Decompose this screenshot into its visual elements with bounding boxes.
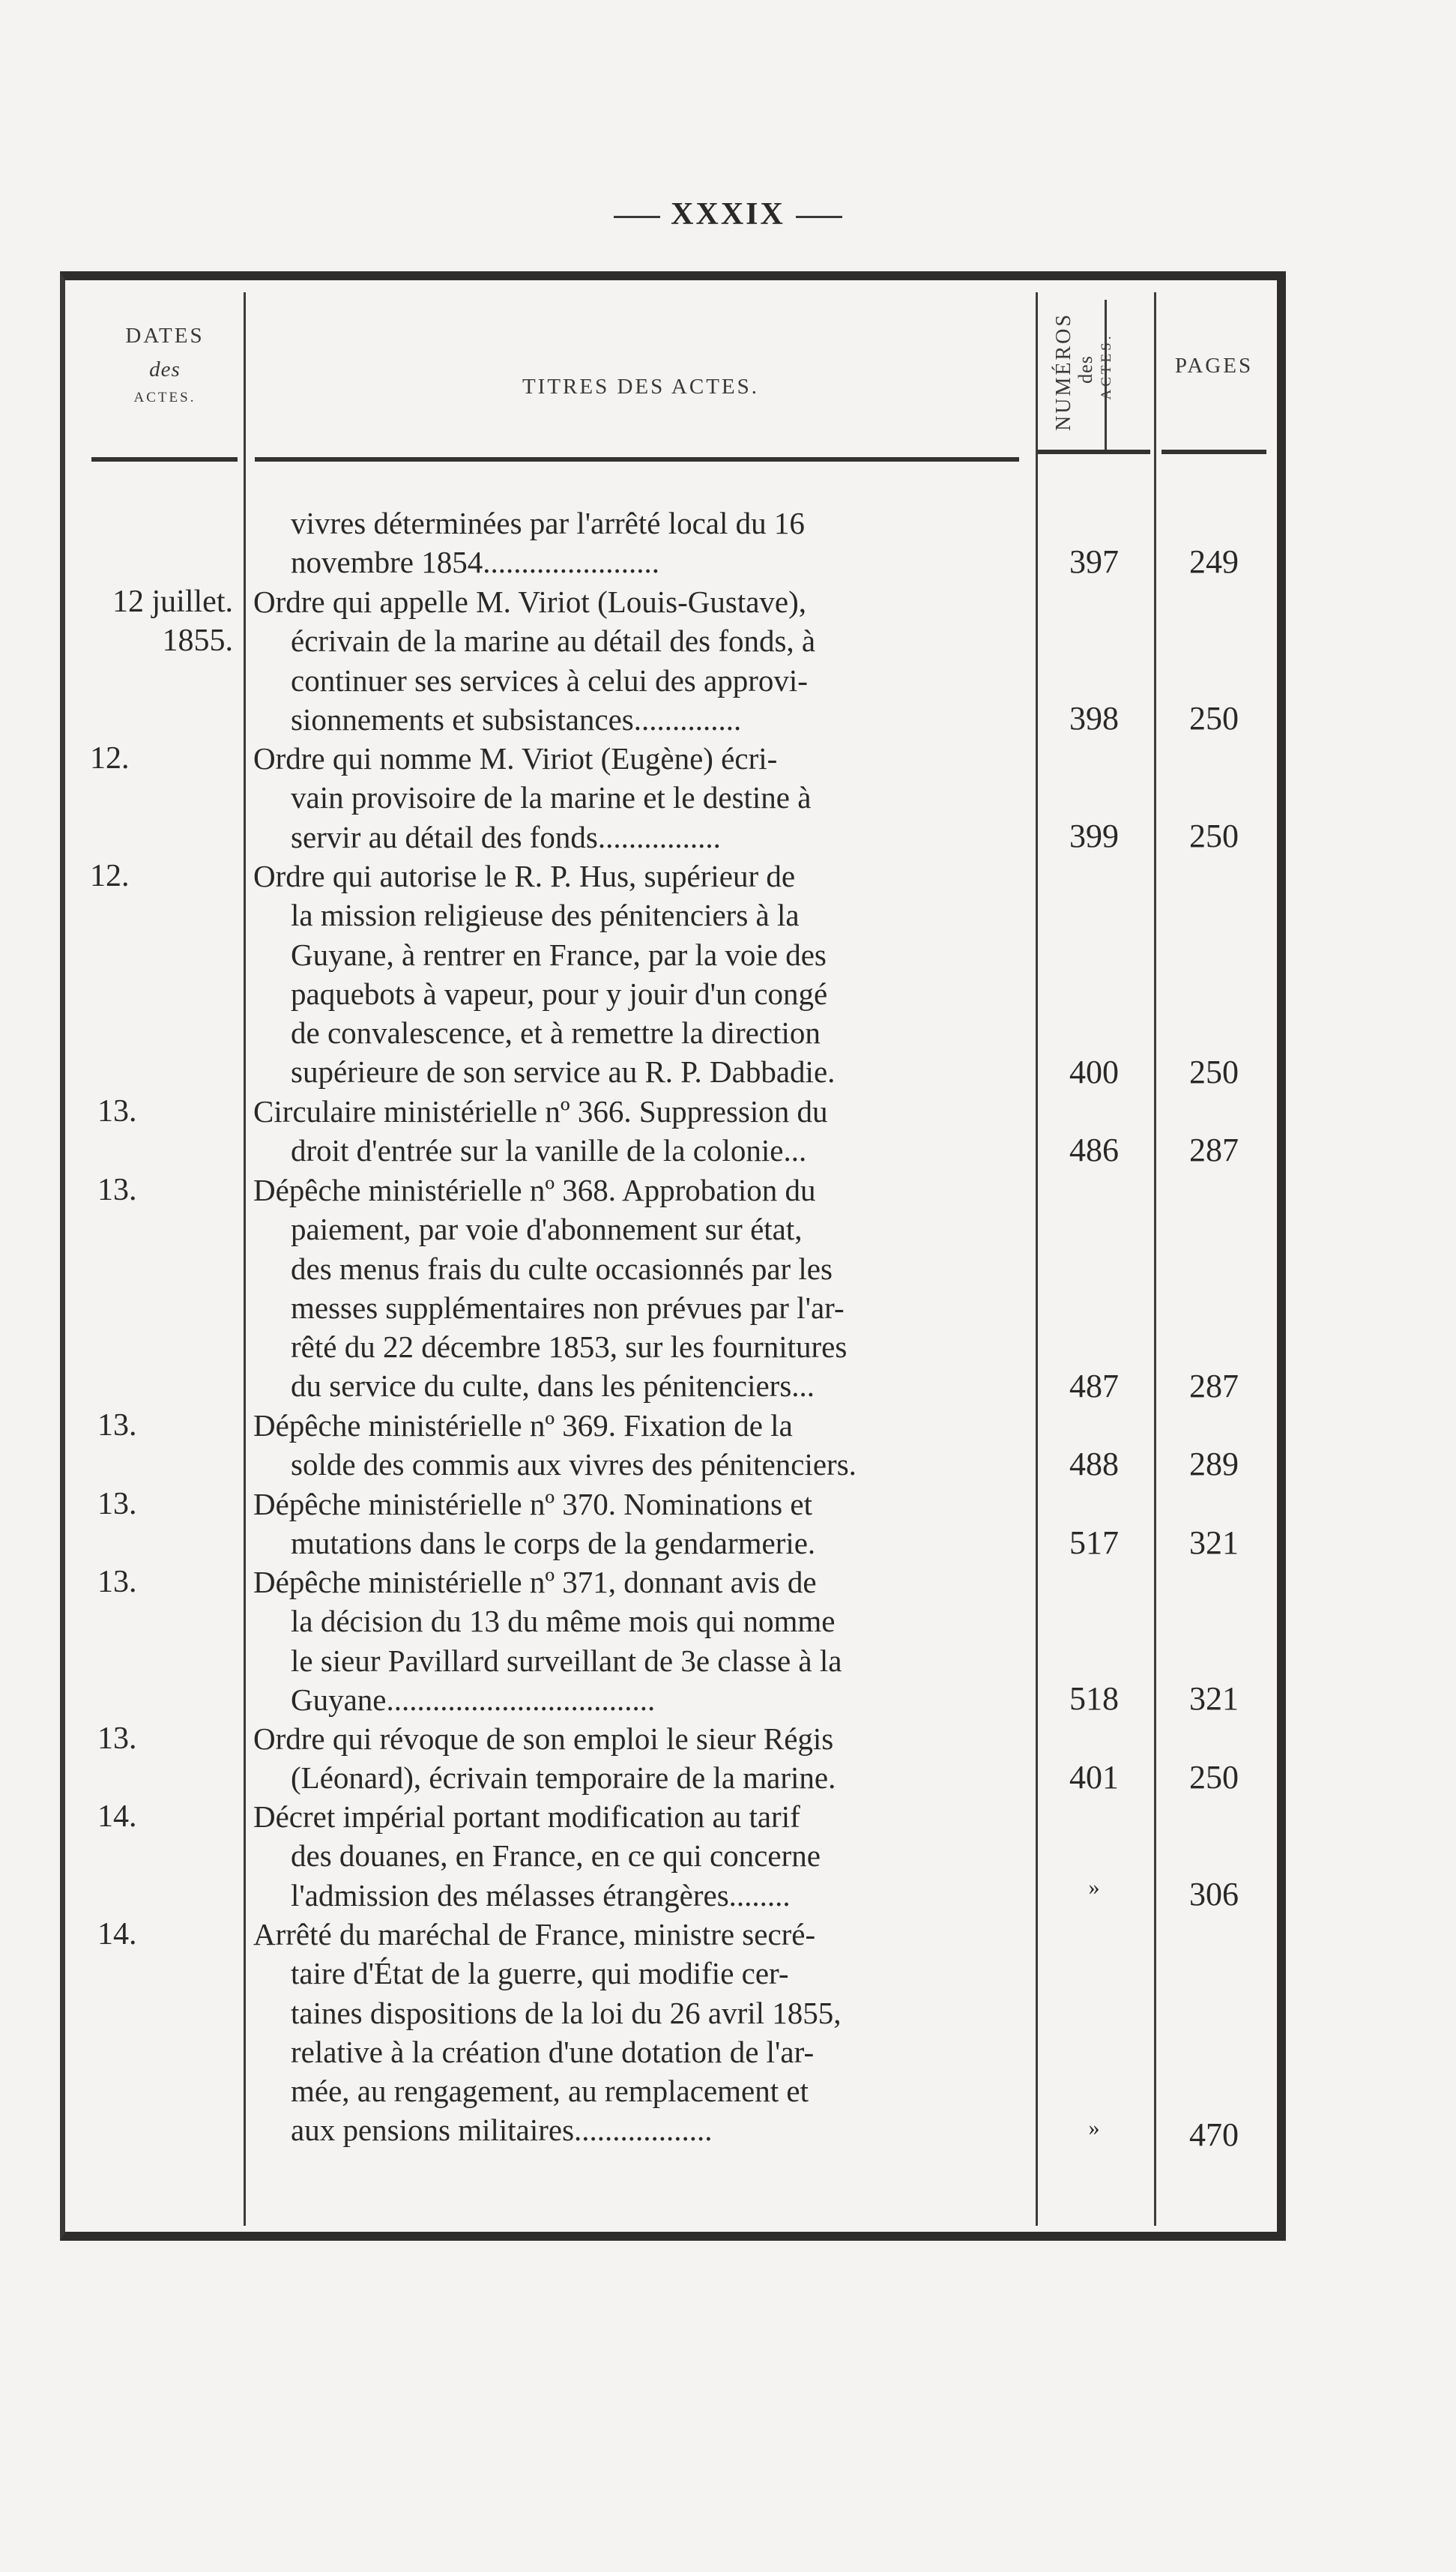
entry-line: taire d'État de la guerre, qui modifie cer-: [291, 1956, 789, 1991]
entry-title: [253, 1563, 1029, 1719]
entry-date: 13.: [97, 1721, 137, 1756]
entry-number: 488: [1069, 1446, 1119, 1482]
entry-line: des menus frais du culte occasionnés par les: [291, 1251, 833, 1286]
entry-date: 13.: [97, 1173, 137, 1207]
entry-title: [253, 1406, 1029, 1485]
entry-date: 13.: [97, 1487, 137, 1521]
entry-number: »: [1088, 1875, 1100, 1900]
entry-line: taines dispositions de la loi du 26 avril 1855,: [291, 1995, 842, 2030]
entry-page: 250: [1189, 1759, 1239, 1796]
header-rule-numbers: [1038, 450, 1150, 454]
header-numbers-main: NUMÉROS: [1052, 313, 1075, 431]
entry-title: [253, 582, 1029, 739]
entry-page: 250: [1189, 818, 1239, 854]
entry-number: 486: [1069, 1132, 1119, 1168]
running-head-text: XXXIX: [671, 197, 785, 232]
entry-date: 14.: [97, 1917, 137, 1951]
entry-line: mée, au rengagement, au remplacement et: [291, 2074, 809, 2109]
entry-title: [253, 1485, 1029, 1563]
entry-line: la décision du 13 du même mois qui nomme: [291, 1604, 836, 1639]
entry-page: 250: [1189, 700, 1239, 737]
column-rule-numbers: [1036, 292, 1038, 2226]
entry-line: Ordre qui appelle M. Viriot (Louis-Gustave),: [253, 585, 807, 619]
entry-line: la mission religieuse des pénitenciers à la: [291, 898, 800, 933]
entry-date: 12.: [90, 859, 130, 893]
entry-date: 13.: [97, 1408, 137, 1443]
entry-line: Décret impérial portant modification au tarif: [253, 1799, 800, 1834]
entry-line: du service du culte, dans les pénitenciers...: [291, 1368, 815, 1404]
header-dates-line2: des: [149, 357, 181, 381]
header-titles: TITRES DES ACTES.: [522, 375, 760, 399]
running-head: [0, 196, 1456, 232]
entry-page: 287: [1189, 1368, 1239, 1404]
entry-date: 13.: [97, 1565, 137, 1599]
running-head-dash-right: [796, 216, 842, 218]
entry-date: 12 juillet. 1855.: [112, 585, 233, 658]
entry-line: Dépêche ministérielle nº 368. Approbation du: [253, 1173, 816, 1207]
entry-line: Dépêche ministérielle nº 370. Nominations et: [253, 1487, 812, 1521]
header-dates-line3: ACTES.: [133, 390, 196, 405]
entry-title: [253, 739, 1029, 857]
entry-line: de convalescence, et à remettre la direction: [291, 1015, 821, 1051]
entry-page: 287: [1189, 1132, 1239, 1168]
header-numbers-sub2: ACTES.: [1099, 333, 1114, 400]
entry-line: paiement, par voie d'abonnement sur état,: [291, 1212, 803, 1247]
entry-line: Dépêche ministérielle nº 369. Fixation de la: [253, 1408, 793, 1443]
header-rule-dates: [91, 457, 238, 462]
entry-number: »: [1088, 2116, 1100, 2140]
entry-line: écrivain de la marine au détail des fonds, à: [291, 624, 816, 659]
entry-number: 518: [1069, 1680, 1119, 1717]
entry-line: le sieur Pavillard surveillant de 3e classe à la: [291, 1643, 842, 1678]
entry-page: 249: [1189, 543, 1239, 580]
entry-line: Ordre qui autorise le R. P. Hus, supérieur de: [253, 859, 796, 893]
column-rule-pages: [1154, 292, 1156, 2226]
entry-line: servir au détail des fonds................: [291, 819, 721, 854]
entry-line: Arrêté du maréchal de France, ministre secré-: [253, 1917, 816, 1951]
entry-date: 12.: [90, 741, 130, 776]
header-numbers-sub1: des: [1075, 355, 1096, 384]
entry-title: [253, 504, 1029, 582]
entry-page: 250: [1189, 1054, 1239, 1090]
entry-line: Guyane...................................: [291, 1682, 656, 1717]
entry-line: continuer ses services à celui des approvi-: [291, 662, 808, 698]
entry-number: 517: [1069, 1524, 1119, 1561]
entry-line: Dépêche ministérielle nº 371, donnant avis de: [253, 1565, 817, 1599]
entry-title: [253, 1171, 1029, 1406]
entry-number: 399: [1069, 818, 1119, 854]
entry-page: 321: [1189, 1680, 1239, 1717]
entry-page: 306: [1189, 1876, 1239, 1913]
header-dates: [90, 324, 240, 406]
entry-title: [253, 1797, 1029, 1915]
entry-line: novembre 1854.......................: [291, 545, 659, 580]
entry-line: Guyane, à rentrer en France, par la voie des: [291, 937, 827, 972]
entry-line: aux pensions militaires..................: [291, 2113, 713, 2148]
entry-line: Circulaire ministérielle nº 366. Suppression du: [253, 1094, 828, 1129]
entry-line: droit d'entrée sur la vanille de la colonie...: [291, 1133, 807, 1168]
entry-line: mutations dans le corps de la gendarmerie.: [291, 1526, 816, 1561]
entry-line: rêté du 22 décembre 1853, sur les fournitures: [291, 1329, 848, 1365]
entry-title: [253, 1719, 1029, 1798]
header-rule-pages: [1162, 450, 1266, 454]
header-rule-titles: [255, 457, 1019, 462]
entry-page: 289: [1189, 1446, 1239, 1482]
entry-line: l'admission des mélasses étrangères........: [291, 1877, 791, 1913]
entry-number: 401: [1069, 1759, 1119, 1796]
entry-line: paquebots à vapeur, pour y jouir d'un congé: [291, 976, 828, 1011]
entry-line: des douanes, en France, en ce qui concerne: [291, 1838, 821, 1874]
entry-line: vivres déterminées par l'arrêté local du 16: [291, 506, 805, 540]
entry-line: Ordre qui nomme M. Viriot (Eugène) écri-: [253, 741, 778, 776]
entry-number: 400: [1069, 1054, 1119, 1090]
entry-title: [253, 1915, 1029, 2150]
entry-title: [253, 1092, 1029, 1171]
entry-line: relative à la création d'une dotation de l'ar-: [291, 2034, 815, 2069]
header-dates-line1: DATES: [125, 324, 205, 348]
header-pages: PAGES: [1174, 354, 1254, 378]
entry-number: 397: [1069, 543, 1119, 580]
entry-number: 398: [1069, 700, 1119, 737]
entry-line: (Léonard), écrivain temporaire de la marine.: [291, 1760, 836, 1796]
entry-page: 470: [1189, 2116, 1239, 2153]
entry-page: 321: [1189, 1524, 1239, 1561]
entry-date: 14.: [97, 1799, 137, 1834]
entry-line: supérieure de son service au R. P. Dabbadie.: [291, 1054, 836, 1090]
entry-date: 13.: [97, 1094, 137, 1129]
entry-line: sionnements et subsistances..............: [291, 701, 742, 737]
running-head-dash-left: [614, 216, 660, 218]
entry-line: vain provisoire de la marine et le destine à: [291, 780, 812, 815]
entry-number: 487: [1069, 1368, 1119, 1404]
entry-line: solde des commis aux vivres des pénitenciers.: [291, 1447, 857, 1482]
entry-line: Ordre qui révoque de son emploi le sieur Régis: [253, 1721, 834, 1756]
entry-title: [253, 857, 1029, 1092]
entry-line: messes supplémentaires non prévues par l'ar-: [291, 1290, 845, 1325]
